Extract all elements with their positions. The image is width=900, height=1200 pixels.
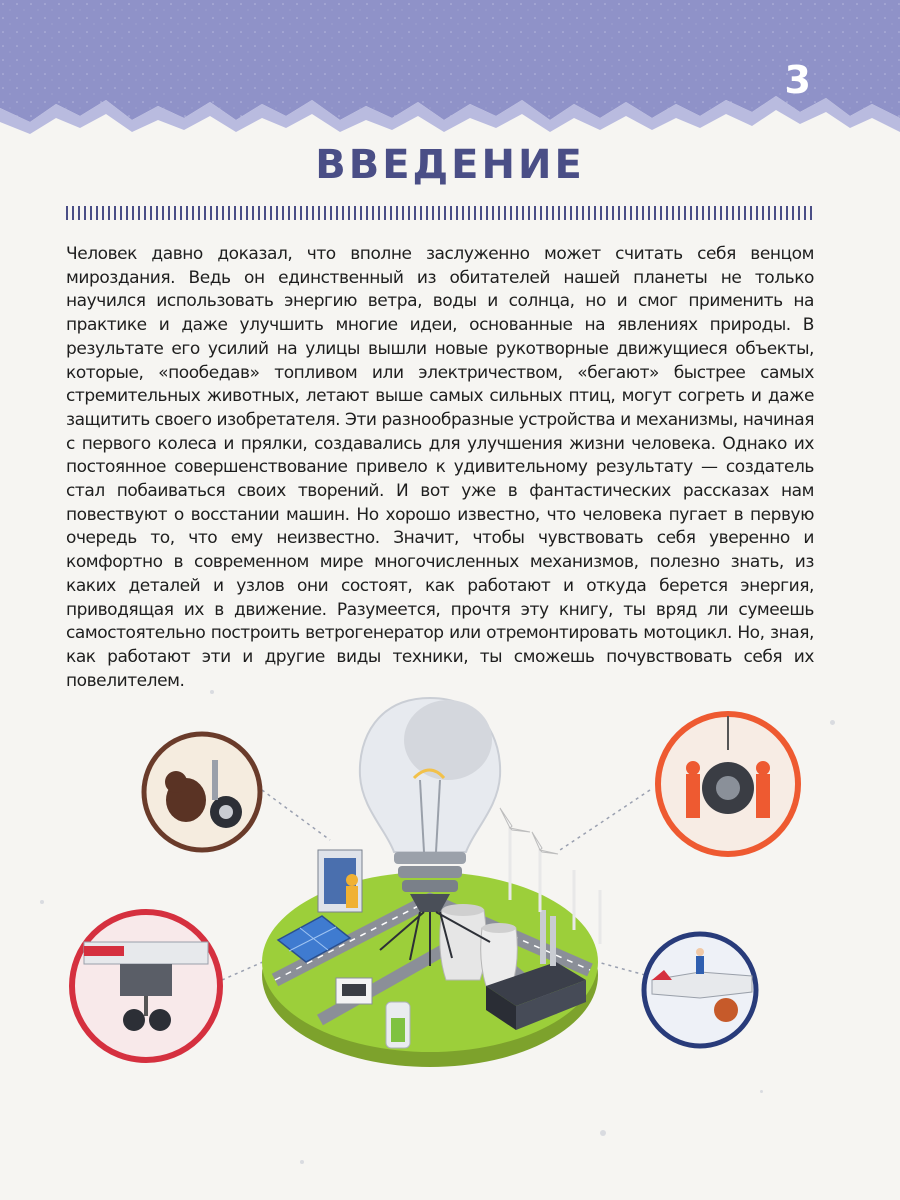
plane-vignette xyxy=(644,934,756,1046)
page-title: ВВЕДЕНИЕ xyxy=(315,142,585,188)
bear-vignette xyxy=(144,734,260,850)
title-divider xyxy=(66,206,814,220)
landing-gear-vignette xyxy=(72,912,220,1060)
page-number: 3 xyxy=(784,58,812,102)
technology-illustration xyxy=(0,680,900,1100)
intro-paragraph: Человек давно доказал, что вполне заслуженно может считать себя венцом мироздания. Ведь он единственный из обитателей нашей планеты не только научился использовать энергию ветра, воды и солнца, но и смог применить на практике и даже улучшить многие идеи, основанные на явлениях природы. В результате его усилий на улицы вышли новые рукотворные движущиеся объекты, которые, «пообедав» топливом или электричеством, «бегают» быстрее самых стремительных животных, летают выше самых сильных птиц, могут согреть и даже защитить своего изобретателя. Эти разнообразные устройства и механизмы, начиная с первого колеса и прялки, создавались для улучшения жизни человека. Однако их постоянное совершенствование привело к удивительному результату — создатель стал побаиваться своих творений. И вот уже в фантастических рассказах нам повествуют о восстании машин. Но хорошо известно, что человека пугает в первую очередь то, что ему неизвестно. Значит, чтобы чувствовать себя уверенно и комфортно в современном мире многочисленных механизмов, полезно знать, из каких деталей и узлов они состоят, как работают и откуда берется энергия, приводящая их в движение. Разумеется, прочтя эту книгу, ты вряд ли сумеешь самостоятельно построить ветрогенератор или отремонтировать мотоцикл. Но, зная, как работают эти и другие виды техники, ты сможешь почувствовать себя их повелителем. xyxy=(66,244,814,691)
engine-vignette xyxy=(658,714,798,854)
header-banner xyxy=(0,0,900,150)
